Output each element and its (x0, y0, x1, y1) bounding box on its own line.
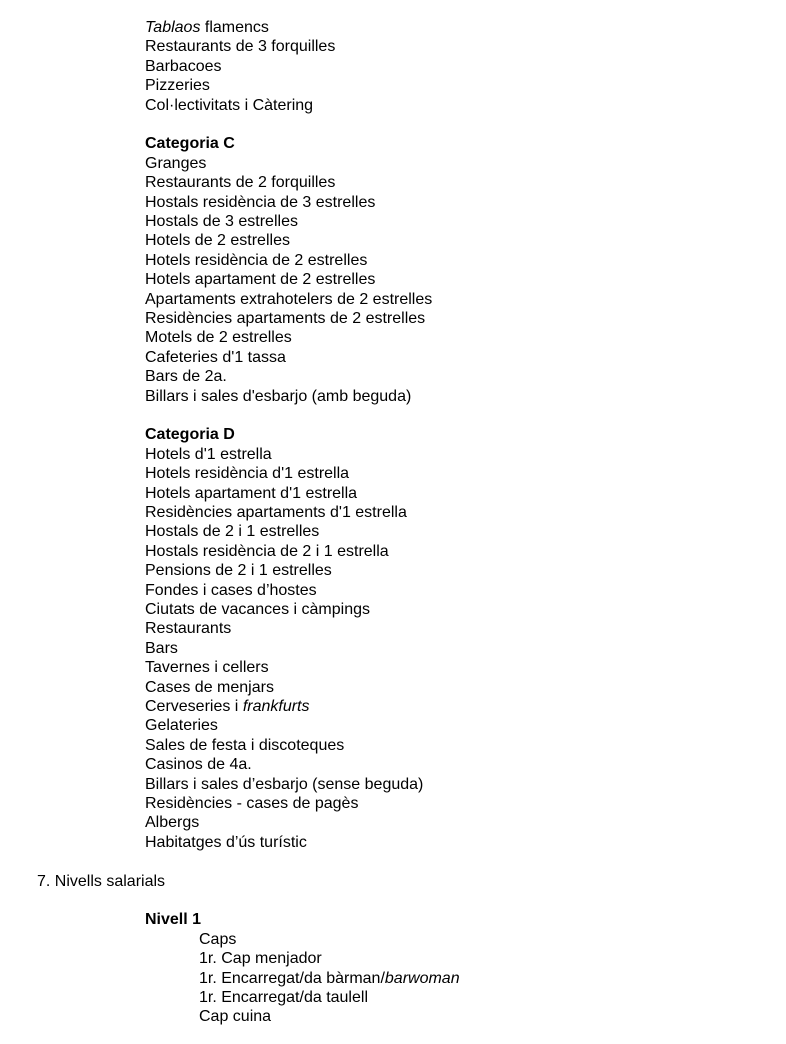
list-item: Hostals de 3 estrelles (145, 213, 298, 230)
list-item: Hotels residència d'1 estrella (145, 465, 350, 483)
list-item: Pizzeries (145, 77, 210, 95)
list-item: Granges (145, 154, 207, 172)
list-item-tablaos (145, 18, 269, 37)
section-7-heading: 7. Nivells salarials (37, 872, 166, 890)
list-item: Bars de 2a. (145, 368, 227, 386)
list-item: Cap cuina (199, 1008, 272, 1026)
list-item-cerveseries (145, 697, 310, 716)
tablaos-italic: Tablaos (145, 19, 201, 36)
list-item: Hotels residència de 2 estrelles (145, 251, 368, 269)
list-item: Caps (199, 930, 237, 948)
list-item: Motels de 2 estrelles (145, 329, 292, 347)
list-item: Restaurants (145, 620, 232, 638)
list-item: Hotels apartament d'1 estrella (145, 484, 358, 502)
list-item: Residències apartaments d'1 estrella (145, 504, 407, 521)
categoria-c-heading: Categoria C (145, 135, 235, 153)
list-item: Gelateries (145, 717, 218, 735)
list-item: Fondes i cases d’hostes (145, 581, 317, 599)
categoria-d-heading: Categoria D (145, 426, 235, 444)
list-item: Residències apartaments de 2 estrelles (145, 310, 426, 327)
tablaos-rest: flamencs (200, 19, 269, 36)
list-item: Albergs (145, 814, 200, 832)
list-item: Apartaments extrahotelers de 2 estrelles (145, 290, 433, 308)
list-item: Hotels apartament de 2 estrelles (145, 271, 376, 289)
list-item: Hostals residència de 3 estrelles (145, 193, 376, 211)
list-item: Pensions de 2 i 1 estrelles (145, 562, 332, 580)
list-item-barman (199, 969, 460, 988)
list-item: Ciutats de vacances i càmpings (145, 601, 370, 618)
barman-italic: barwoman (384, 969, 460, 987)
nivell-1-heading: Nivell 1 (145, 911, 202, 929)
list-item: Habitatges d’ús turístic (145, 833, 307, 851)
list-item: Restaurants de 3 forquilles (145, 38, 336, 56)
list-item: 1r. Cap menjador (199, 950, 322, 968)
list-item: Cases de menjars (145, 678, 274, 696)
list-item: Hostals de 2 i 1 estrelles (145, 523, 320, 541)
list-item: Billars i sales d’esbarjo (sense beguda) (145, 775, 424, 793)
list-item: Restaurants de 2 forquilles (145, 174, 336, 192)
list-item: Casinos de 4a. (145, 756, 252, 774)
list-item: Hotels d'1 estrella (145, 445, 272, 463)
list-item: Col·lectivitats i Càtering (145, 96, 314, 114)
list-item: Tavernes i cellers (145, 659, 269, 677)
list-item: Billars i sales d'esbarjo (amb beguda) (145, 387, 412, 405)
list-item: Cafeteries d'1 tassa (145, 348, 286, 366)
barman-prefix: 1r. Encarregat/da bàrman/ (199, 969, 385, 987)
list-item: Hotels de 2 estrelles (145, 232, 290, 250)
list-item: 1r. Encarregat/da taulell (199, 989, 368, 1006)
list-item: Sales de festa i discoteques (145, 736, 345, 754)
list-item: Barbacoes (145, 57, 222, 75)
cerveseries-prefix: Cerveseries i (145, 698, 243, 715)
list-item: Residències - cases de pagès (145, 795, 359, 812)
list-item: Bars (145, 639, 178, 657)
list-item: Hostals residència de 2 i 1 estrella (145, 542, 389, 560)
cerveseries-italic: frankfurts (242, 698, 310, 715)
